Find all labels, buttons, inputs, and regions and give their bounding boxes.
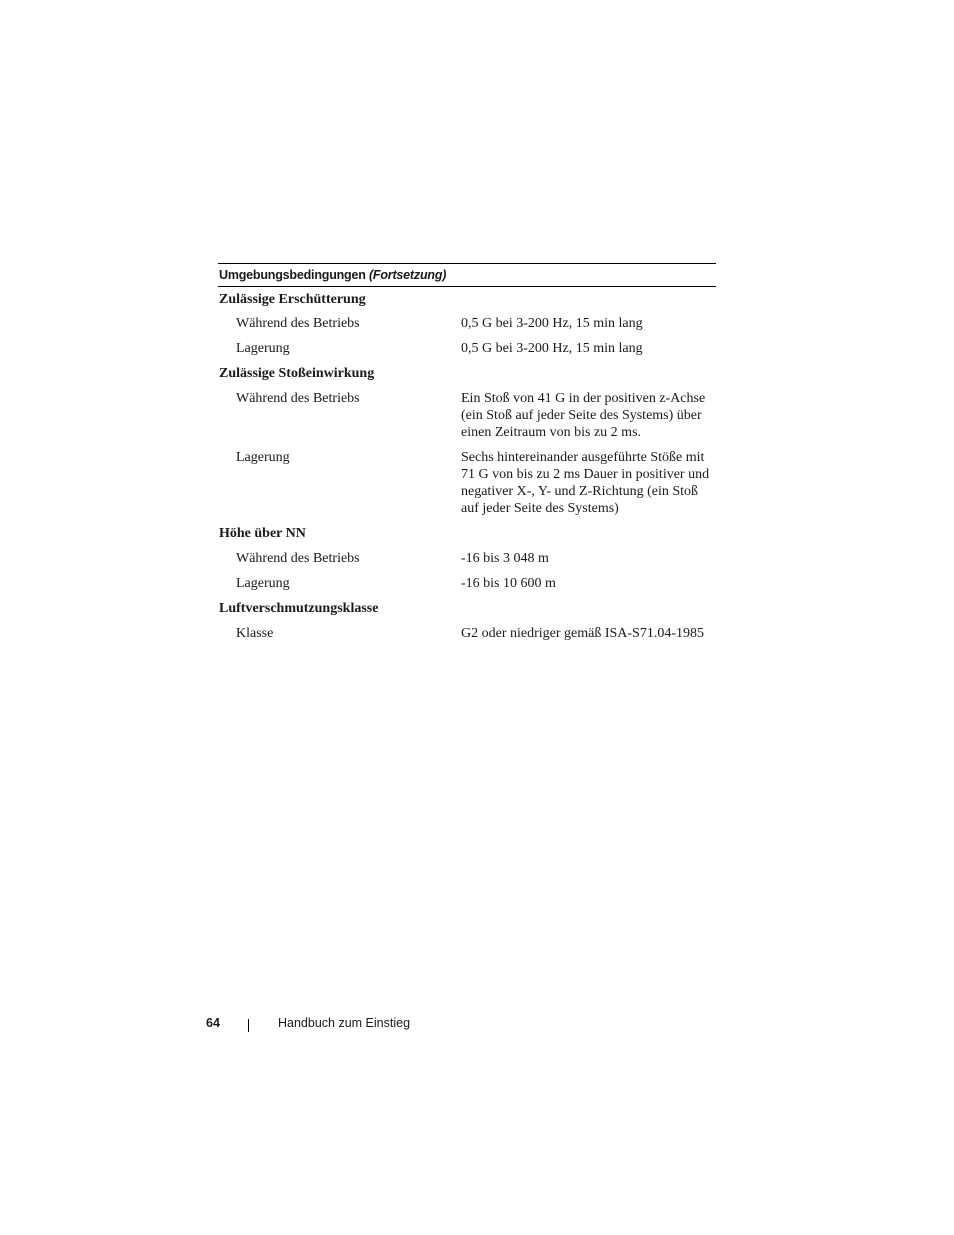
row-label: Klasse xyxy=(236,626,274,641)
row-value: 0,5 G bei 3-200 Hz, 15 min lang xyxy=(461,316,643,331)
environment-spec-table xyxy=(218,263,716,650)
row-label: Lagerung xyxy=(236,341,290,356)
section-title-shock: Zulässige Stoßeinwirkung xyxy=(219,366,375,381)
table-row xyxy=(218,387,716,446)
table-row xyxy=(218,572,716,597)
row-value: 0,5 G bei 3-200 Hz, 15 min lang xyxy=(461,341,643,356)
row-value: Ein Stoß von 41 G in der positiven z-Achse (ein Stoß auf jeder Seite des Systems) über einen Zeitraum von bis zu 2 ms. xyxy=(461,391,706,440)
row-label: Während des Betriebs xyxy=(236,551,360,566)
row-value: -16 bis 3 048 m xyxy=(461,551,549,566)
row-label: Während des Betriebs xyxy=(236,391,360,406)
table-header-subtitle: (Fortsetzung) xyxy=(368,268,447,282)
document-title: Handbuch zum Einstieg xyxy=(278,1016,411,1030)
row-value: -16 bis 10 600 m xyxy=(461,576,556,591)
page-footer xyxy=(0,1016,954,1036)
table-row xyxy=(218,547,716,572)
row-label: Lagerung xyxy=(236,576,290,591)
row-value: G2 oder niedriger gemäß ISA-S71.04-1985 xyxy=(461,626,705,641)
row-label: Lagerung xyxy=(236,450,290,465)
table-header-title: Umgebungsbedingungen xyxy=(219,268,366,282)
table-row xyxy=(218,312,716,337)
section-title-vibration: Zulässige Erschütterung xyxy=(219,292,366,307)
row-value: Sechs hintereinander ausgeführte Stöße mit 71 G von bis zu 2 ms Dauer in positiver und negativer X-, Y- und Z-Richtung (ein Stoß auf jeder Seite des Systems) xyxy=(461,450,710,516)
table-row xyxy=(218,622,716,650)
section-title-air-pollution: Luftverschmutzungsklasse xyxy=(219,601,379,616)
row-label: Während des Betriebs xyxy=(236,316,360,331)
table-header xyxy=(218,263,716,287)
table-row xyxy=(218,337,716,362)
table-row xyxy=(218,446,716,522)
footer-divider xyxy=(248,1019,249,1032)
page-number: 64 xyxy=(206,1016,220,1030)
section-title-altitude: Höhe über NN xyxy=(219,526,306,541)
